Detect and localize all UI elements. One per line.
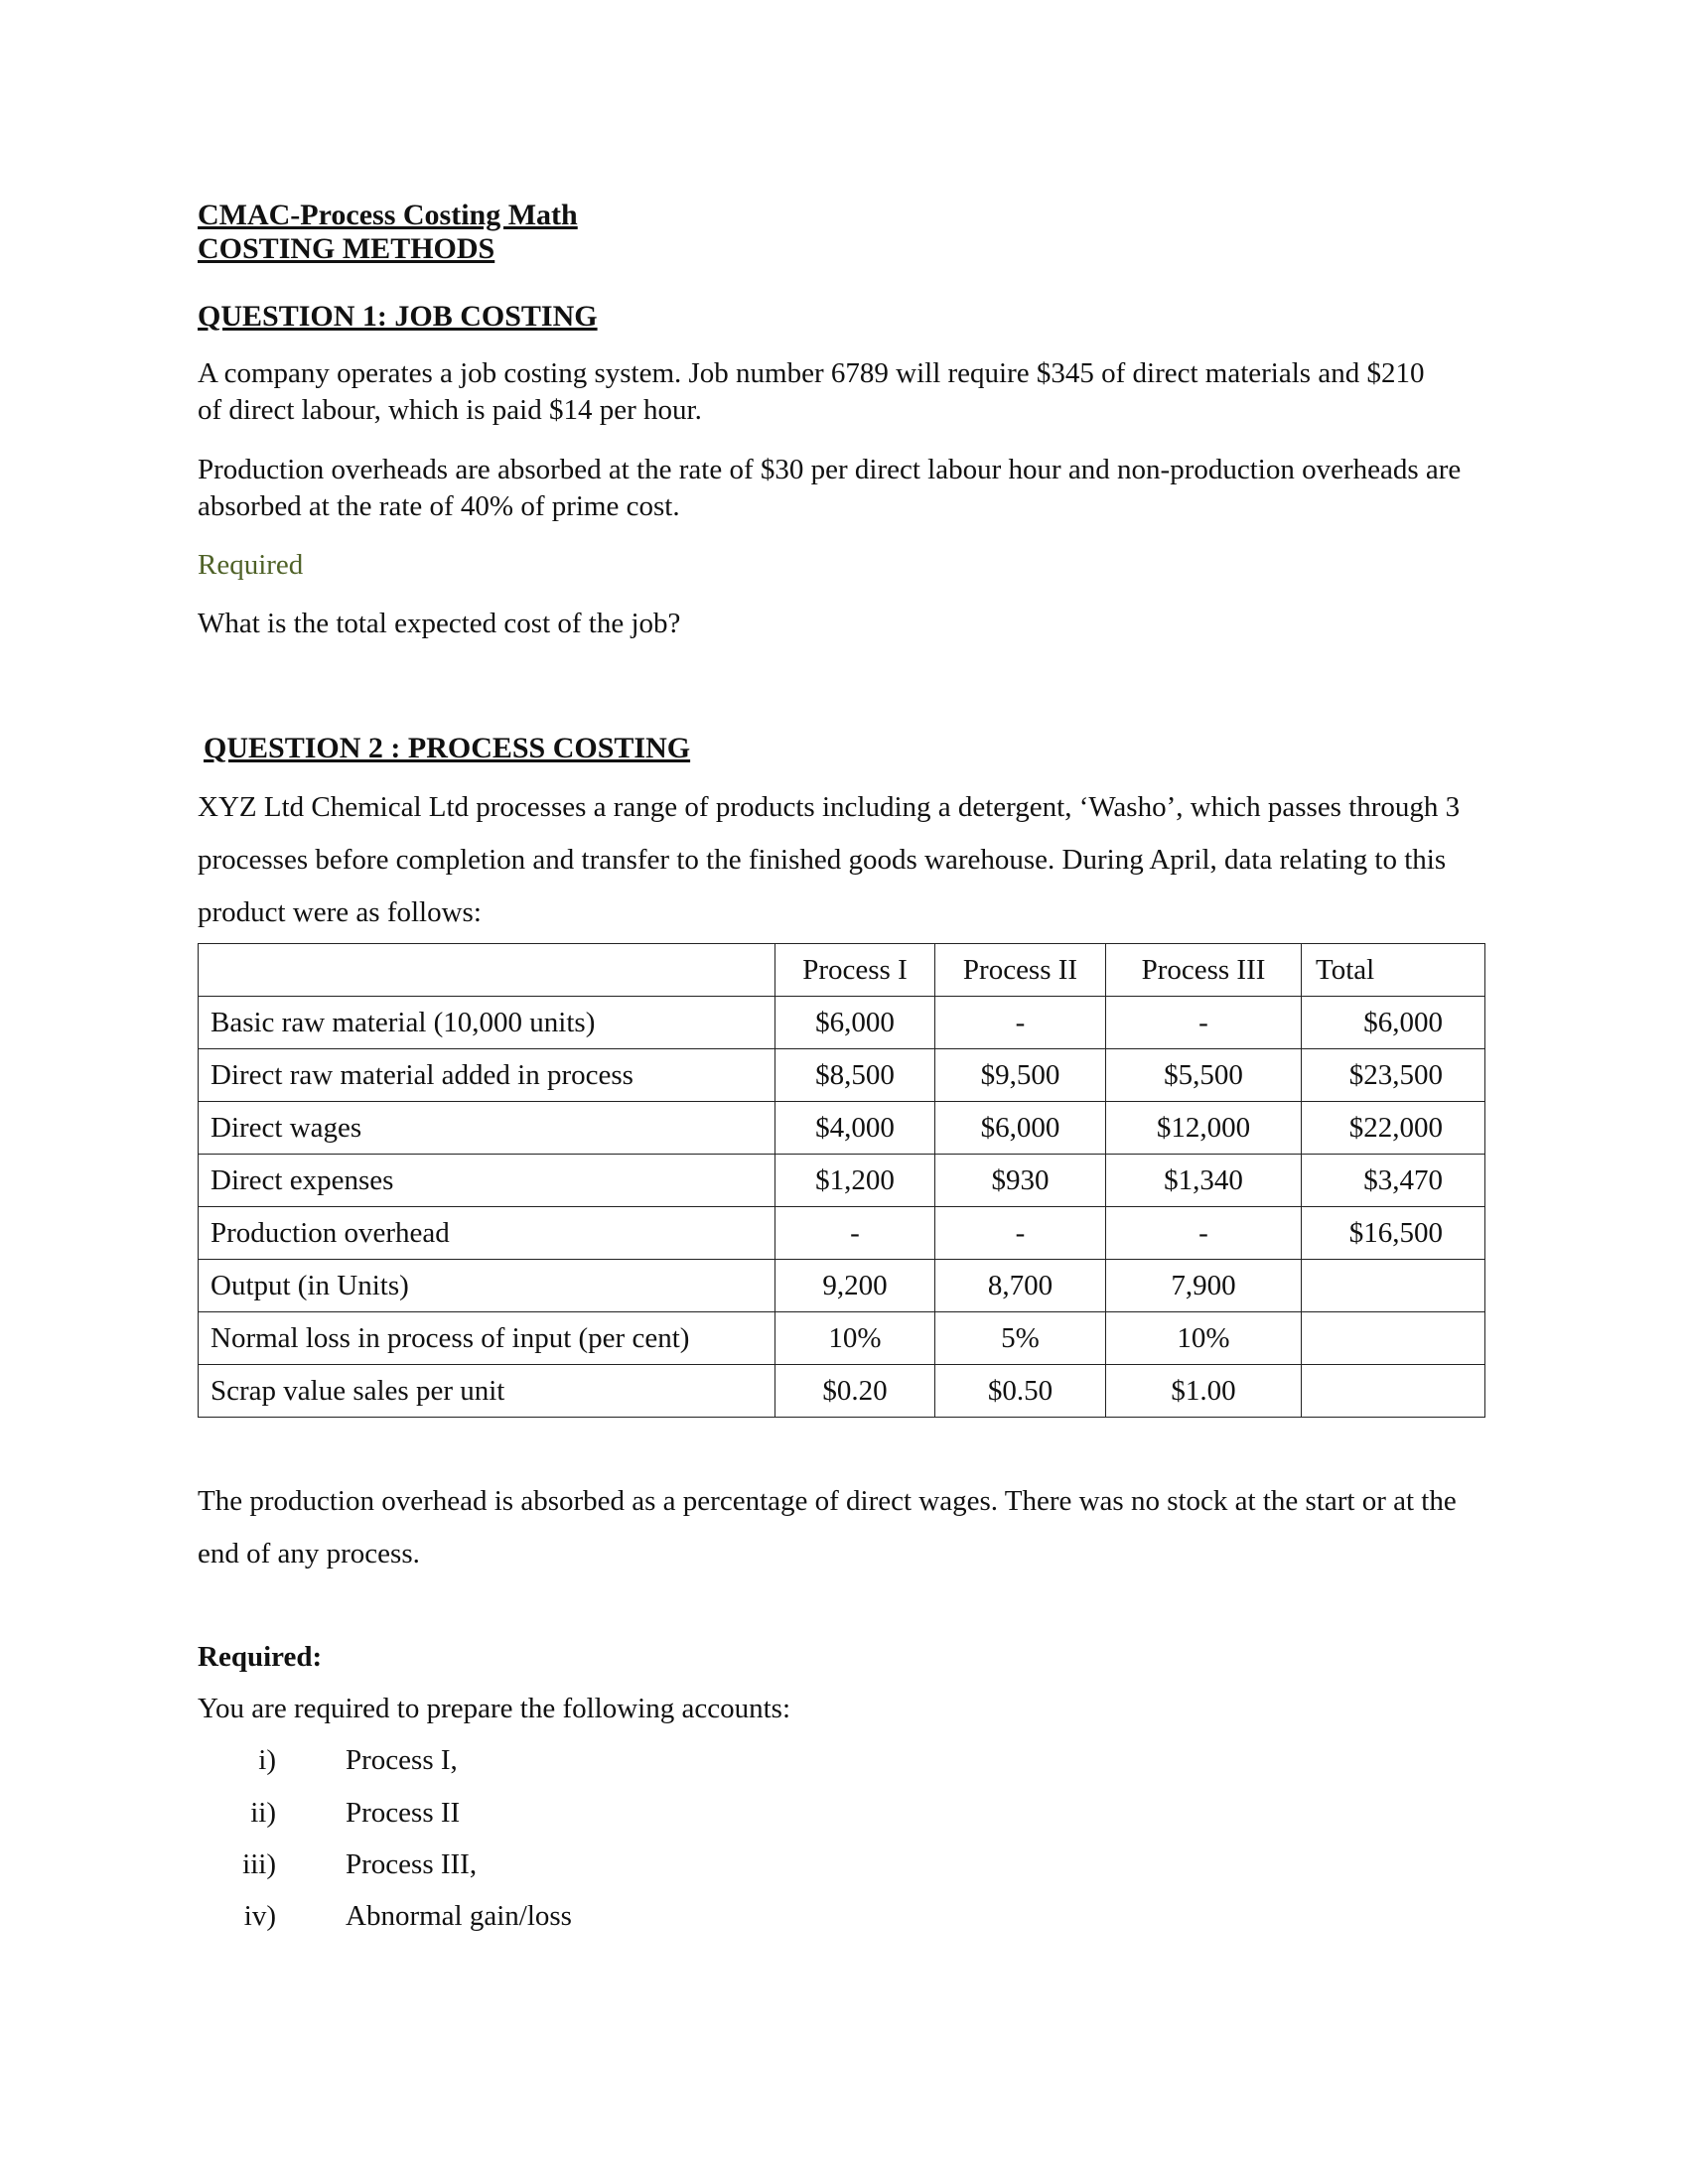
cell-process-2: $9,500 xyxy=(935,1049,1106,1102)
table-row xyxy=(199,1049,1485,1102)
cell-process-1: $1,200 xyxy=(775,1155,935,1207)
q1-required-label: Required xyxy=(198,549,304,581)
cell-process-2: $930 xyxy=(935,1155,1106,1207)
table-header-total: Total xyxy=(1302,944,1485,997)
list-item-number: iv) xyxy=(243,1900,276,1932)
cell-process-3: - xyxy=(1106,997,1302,1049)
q2-note: The production overhead is absorbed as a percentage of direct wages. There was no stock at the start or at the end of any process. xyxy=(198,1485,1457,1570)
row-label: Direct wages xyxy=(199,1102,775,1155)
table-header-process-2: Process II xyxy=(935,944,1106,997)
doc-title: CMAC-Process Costing Math xyxy=(198,199,578,231)
q1-paragraph-1: A company operates a job costing system. Job number 6789 will require $345 of direct materials and $210 of direct labour, which is paid $14 per hour. xyxy=(198,357,1425,426)
cell-total xyxy=(1302,1312,1485,1365)
cell-process-1: $8,500 xyxy=(775,1049,935,1102)
table-header-blank xyxy=(199,944,775,997)
q1-paragraph-2: Production overheads are absorbed at the rate of $30 per direct labour hour and non-production overheads are absorbed at the rate of 40% of prime cost. xyxy=(198,454,1462,522)
row-label: Direct raw material added in process xyxy=(199,1049,775,1102)
table-header-row xyxy=(199,944,1485,997)
q1-heading: QUESTION 1: JOB COSTING xyxy=(198,300,598,333)
row-label: Production overhead xyxy=(199,1207,775,1260)
cell-process-3: 7,900 xyxy=(1106,1260,1302,1312)
cell-total: $6,000 xyxy=(1302,997,1485,1049)
cell-process-3: $1.00 xyxy=(1106,1365,1302,1418)
q1-question: What is the total expected cost of the job? xyxy=(198,608,681,639)
doc-subtitle: COSTING METHODS xyxy=(198,232,495,265)
cell-total: $3,470 xyxy=(1302,1155,1485,1207)
cell-process-1: 10% xyxy=(775,1312,935,1365)
cell-total: $22,000 xyxy=(1302,1102,1485,1155)
list-item-number: iii) xyxy=(242,1848,276,1880)
table-row xyxy=(199,1155,1485,1207)
q2-heading: QUESTION 2 : PROCESS COSTING xyxy=(204,732,691,764)
cell-total xyxy=(1302,1365,1485,1418)
q2-intro: XYZ Ltd Chemical Ltd processes a range of products including a detergent, ‘Washo’, which passes through 3 processes before completion and transfer to the finished goods warehouse. During April, data relating to this product were as follows: xyxy=(198,791,1461,928)
cell-process-2: $6,000 xyxy=(935,1102,1106,1155)
table-row xyxy=(199,1207,1485,1260)
cell-process-2: - xyxy=(935,997,1106,1049)
table-header-process-1: Process I xyxy=(775,944,935,997)
row-label: Output (in Units) xyxy=(199,1260,775,1312)
table-row xyxy=(199,1260,1485,1312)
cell-process-1: $4,000 xyxy=(775,1102,935,1155)
table-row xyxy=(199,1365,1485,1418)
list-item: Abnormal gain/loss xyxy=(346,1900,572,1932)
cell-total xyxy=(1302,1260,1485,1312)
cell-process-1: $6,000 xyxy=(775,997,935,1049)
cell-process-1: 9,200 xyxy=(775,1260,935,1312)
cell-process-2: 5% xyxy=(935,1312,1106,1365)
cell-process-1: $0.20 xyxy=(775,1365,935,1418)
cell-total: $16,500 xyxy=(1302,1207,1485,1260)
row-label: Basic raw material (10,000 units) xyxy=(199,997,775,1049)
row-label: Scrap value sales per unit xyxy=(199,1365,775,1418)
cell-process-2: - xyxy=(935,1207,1106,1260)
list-item: Process II xyxy=(346,1797,461,1829)
cell-process-3: $1,340 xyxy=(1106,1155,1302,1207)
cell-process-3: - xyxy=(1106,1207,1302,1260)
cell-process-3: 10% xyxy=(1106,1312,1302,1365)
list-item-number: i) xyxy=(258,1744,276,1776)
cell-process-3: $12,000 xyxy=(1106,1102,1302,1155)
table-header-process-3: Process III xyxy=(1106,944,1302,997)
cell-total: $23,500 xyxy=(1302,1049,1485,1102)
table-row xyxy=(199,997,1485,1049)
process-cost-table xyxy=(198,943,1485,1418)
cell-process-2: 8,700 xyxy=(935,1260,1106,1312)
cell-process-3: $5,500 xyxy=(1106,1049,1302,1102)
cell-process-1: - xyxy=(775,1207,935,1260)
table-row xyxy=(199,1102,1485,1155)
table-row xyxy=(199,1312,1485,1365)
row-label: Direct expenses xyxy=(199,1155,775,1207)
q2-required-text: You are required to prepare the following accounts: xyxy=(198,1693,791,1724)
cell-process-2: $0.50 xyxy=(935,1365,1106,1418)
q2-required-label: Required: xyxy=(198,1641,323,1673)
row-label: Normal loss in process of input (per cent) xyxy=(199,1312,775,1365)
list-item-number: ii) xyxy=(250,1797,276,1829)
list-item: Process I, xyxy=(346,1744,458,1776)
list-item: Process III, xyxy=(346,1848,478,1880)
